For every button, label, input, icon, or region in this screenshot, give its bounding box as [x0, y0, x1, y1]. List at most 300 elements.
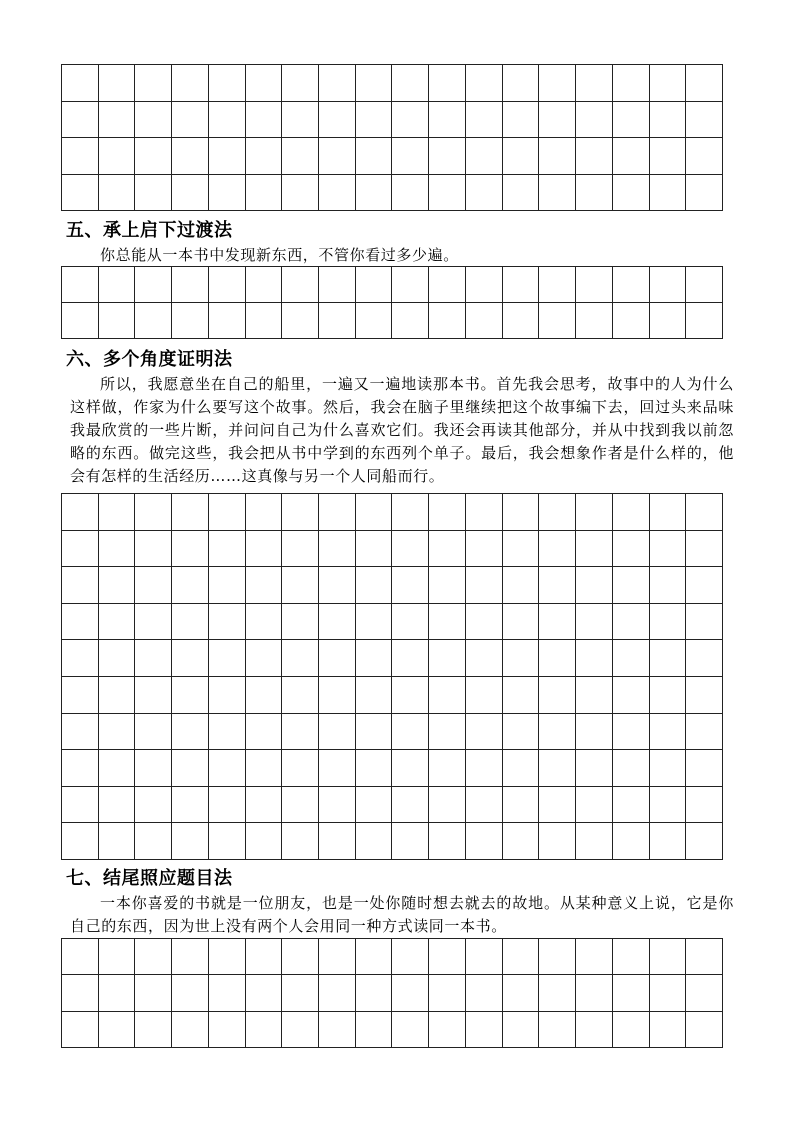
grid-cell: [172, 640, 209, 677]
grid-cell: [172, 750, 209, 787]
grid-cell: [135, 267, 172, 303]
grid-cell: [246, 494, 283, 531]
grid-cell: [62, 65, 99, 102]
grid-cell: [613, 750, 650, 787]
grid-cell: [539, 138, 576, 175]
grid-cell: [613, 102, 650, 139]
grid-cell: [650, 640, 687, 677]
grid-cell: [466, 175, 503, 212]
grid-cell: [466, 267, 503, 303]
grid-cell: [62, 750, 99, 787]
grid-cell: [503, 138, 540, 175]
grid-cell: [62, 102, 99, 139]
grid-cell: [539, 939, 576, 975]
grid-cell: [62, 138, 99, 175]
grid-cell: [99, 494, 136, 531]
grid-cell: [282, 175, 319, 212]
grid-cell: [429, 175, 466, 212]
grid-cell: [319, 138, 356, 175]
grid-cell: [356, 303, 393, 339]
grid-cell: [62, 677, 99, 714]
grid-cell: [576, 175, 613, 212]
grid-cell: [576, 531, 613, 568]
grid-cell: [99, 939, 136, 975]
grid-cell: [172, 975, 209, 1011]
grid-cell: [62, 175, 99, 212]
grid-cell: [686, 138, 723, 175]
section-text-5: 你总能从一本书中发现新东西，不管你看过多少遍。: [100, 246, 459, 264]
grid-cell: [392, 823, 429, 860]
grid-cell: [392, 640, 429, 677]
writing-grid-1: [61, 64, 723, 211]
grid-cell: [135, 65, 172, 102]
grid-cell: [466, 531, 503, 568]
grid-cell: [135, 494, 172, 531]
grid-cell: [99, 714, 136, 751]
grid-cell: [319, 640, 356, 677]
grid-cell: [62, 567, 99, 604]
grid-cell: [282, 102, 319, 139]
grid-cell: [99, 1012, 136, 1048]
grid-cell: [99, 750, 136, 787]
grid-cell: [650, 939, 687, 975]
grid-cell: [429, 787, 466, 824]
grid-cell: [466, 604, 503, 641]
grid-cell: [466, 823, 503, 860]
grid-cell: [62, 494, 99, 531]
grid-cell: [429, 494, 466, 531]
grid-cell: [319, 531, 356, 568]
grid-cell: [246, 102, 283, 139]
grid-cell: [319, 494, 356, 531]
grid-cell: [539, 604, 576, 641]
grid-cell: [135, 975, 172, 1011]
grid-cell: [356, 65, 393, 102]
grid-cell: [246, 267, 283, 303]
grid-cell: [613, 175, 650, 212]
grid-cell: [282, 975, 319, 1011]
grid-cell: [539, 1012, 576, 1048]
grid-cell: [99, 138, 136, 175]
grid-cell: [99, 175, 136, 212]
grid-cell: [539, 714, 576, 751]
grid-cell: [356, 975, 393, 1011]
grid-cell: [246, 975, 283, 1011]
grid-cell: [466, 102, 503, 139]
grid-cell: [392, 175, 429, 212]
grid-cell: [392, 975, 429, 1011]
grid-cell: [392, 939, 429, 975]
grid-cell: [62, 1012, 99, 1048]
grid-cell: [209, 640, 246, 677]
grid-cell: [246, 640, 283, 677]
grid-cell: [429, 677, 466, 714]
grid-cell: [62, 640, 99, 677]
grid-cell: [392, 494, 429, 531]
grid-cell: [576, 65, 613, 102]
grid-cell: [429, 567, 466, 604]
grid-cell: [356, 677, 393, 714]
grid-cell: [356, 640, 393, 677]
grid-cell: [613, 1012, 650, 1048]
grid-cell: [319, 1012, 356, 1048]
grid-cell: [135, 604, 172, 641]
grid-cell: [650, 138, 687, 175]
grid-cell: [503, 975, 540, 1011]
grid-cell: [135, 175, 172, 212]
grid-cell: [503, 640, 540, 677]
grid-cell: [650, 531, 687, 568]
grid-cell: [392, 567, 429, 604]
grid-cell: [172, 303, 209, 339]
grid-cell: [319, 567, 356, 604]
grid-cell: [503, 102, 540, 139]
grid-cell: [539, 65, 576, 102]
grid-cell: [466, 975, 503, 1011]
grid-cell: [209, 1012, 246, 1048]
grid-cell: [576, 677, 613, 714]
grid-cell: [319, 750, 356, 787]
grid-cell: [539, 531, 576, 568]
grid-cell: [172, 494, 209, 531]
grid-cell: [686, 175, 723, 212]
grid-cell: [466, 65, 503, 102]
grid-cell: [282, 567, 319, 604]
grid-cell: [62, 531, 99, 568]
grid-cell: [429, 267, 466, 303]
grid-cell: [282, 138, 319, 175]
grid-cell: [172, 604, 209, 641]
grid-cell: [686, 531, 723, 568]
grid-cell: [209, 677, 246, 714]
grid-cell: [503, 175, 540, 212]
grid-cell: [99, 303, 136, 339]
grid-cell: [172, 567, 209, 604]
grid-cell: [466, 494, 503, 531]
grid-cell: [539, 975, 576, 1011]
grid-cell: [466, 1012, 503, 1048]
grid-cell: [319, 65, 356, 102]
grid-cell: [62, 975, 99, 1011]
grid-cell: [650, 604, 687, 641]
grid-cell: [686, 102, 723, 139]
grid-cell: [282, 640, 319, 677]
grid-cell: [466, 714, 503, 751]
grid-cell: [209, 494, 246, 531]
grid-cell: [392, 677, 429, 714]
grid-cell: [686, 714, 723, 751]
grid-cell: [392, 604, 429, 641]
grid-cell: [246, 787, 283, 824]
grid-cell: [246, 1012, 283, 1048]
grid-cell: [356, 175, 393, 212]
grid-cell: [356, 494, 393, 531]
grid-cell: [576, 267, 613, 303]
grid-cell: [650, 303, 687, 339]
grid-cell: [429, 750, 466, 787]
grid-cell: [466, 138, 503, 175]
grid-cell: [319, 267, 356, 303]
grid-cell: [503, 823, 540, 860]
grid-cell: [246, 604, 283, 641]
grid-cell: [135, 640, 172, 677]
grid-cell: [613, 65, 650, 102]
grid-cell: [319, 102, 356, 139]
grid-cell: [613, 567, 650, 604]
grid-cell: [135, 939, 172, 975]
grid-cell: [466, 939, 503, 975]
grid-cell: [209, 65, 246, 102]
grid-cell: [392, 714, 429, 751]
grid-cell: [429, 102, 466, 139]
grid-cell: [613, 714, 650, 751]
grid-cell: [539, 823, 576, 860]
grid-cell: [135, 138, 172, 175]
grid-cell: [466, 567, 503, 604]
grid-cell: [650, 750, 687, 787]
grid-cell: [99, 567, 136, 604]
grid-cell: [392, 138, 429, 175]
grid-cell: [576, 714, 613, 751]
grid-cell: [576, 640, 613, 677]
grid-cell: [62, 303, 99, 339]
grid-cell: [686, 267, 723, 303]
grid-cell: [246, 175, 283, 212]
grid-cell: [392, 65, 429, 102]
grid-cell: [282, 1012, 319, 1048]
grid-cell: [209, 975, 246, 1011]
grid-cell: [246, 303, 283, 339]
grid-cell: [503, 267, 540, 303]
grid-cell: [99, 975, 136, 1011]
grid-cell: [62, 939, 99, 975]
grid-cell: [539, 175, 576, 212]
grid-cell: [576, 102, 613, 139]
grid-cell: [172, 138, 209, 175]
section-heading-6: 六、多个角度证明法: [66, 349, 233, 370]
grid-cell: [429, 640, 466, 677]
grid-cell: [576, 303, 613, 339]
grid-cell: [282, 677, 319, 714]
grid-cell: [429, 65, 466, 102]
grid-cell: [99, 65, 136, 102]
grid-cell: [99, 640, 136, 677]
grid-cell: [686, 939, 723, 975]
grid-cell: [429, 604, 466, 641]
grid-cell: [209, 750, 246, 787]
grid-cell: [466, 750, 503, 787]
grid-cell: [576, 975, 613, 1011]
grid-cell: [135, 102, 172, 139]
grid-cell: [246, 531, 283, 568]
grid-cell: [392, 750, 429, 787]
grid-cell: [539, 267, 576, 303]
grid-cell: [99, 787, 136, 824]
grid-cell: [650, 787, 687, 824]
grid-cell: [686, 823, 723, 860]
grid-cell: [576, 138, 613, 175]
grid-cell: [686, 640, 723, 677]
grid-cell: [209, 175, 246, 212]
grid-cell: [539, 494, 576, 531]
grid-cell: [686, 303, 723, 339]
grid-cell: [650, 677, 687, 714]
grid-cell: [282, 531, 319, 568]
grid-cell: [282, 303, 319, 339]
grid-cell: [613, 604, 650, 641]
grid-cell: [429, 531, 466, 568]
grid-cell: [613, 939, 650, 975]
grid-cell: [356, 138, 393, 175]
grid-cell: [246, 677, 283, 714]
grid-cell: [466, 787, 503, 824]
grid-cell: [172, 1012, 209, 1048]
grid-cell: [613, 640, 650, 677]
grid-cell: [503, 1012, 540, 1048]
grid-cell: [99, 102, 136, 139]
grid-cell: [62, 714, 99, 751]
grid-cell: [319, 303, 356, 339]
grid-cell: [282, 750, 319, 787]
grid-cell: [429, 138, 466, 175]
grid-cell: [356, 531, 393, 568]
grid-cell: [99, 823, 136, 860]
grid-cell: [246, 823, 283, 860]
grid-cell: [172, 102, 209, 139]
grid-cell: [613, 267, 650, 303]
grid-cell: [356, 787, 393, 824]
grid-cell: [209, 531, 246, 568]
grid-cell: [650, 1012, 687, 1048]
grid-cell: [356, 567, 393, 604]
grid-cell: [282, 939, 319, 975]
section-heading-5: 五、承上启下过渡法: [66, 220, 233, 241]
grid-cell: [62, 604, 99, 641]
grid-cell: [356, 102, 393, 139]
grid-cell: [539, 640, 576, 677]
grid-cell: [613, 975, 650, 1011]
grid-cell: [503, 65, 540, 102]
grid-cell: [503, 714, 540, 751]
grid-cell: [282, 65, 319, 102]
grid-cell: [650, 494, 687, 531]
grid-cell: [686, 677, 723, 714]
grid-cell: [503, 677, 540, 714]
grid-cell: [392, 787, 429, 824]
grid-cell: [209, 567, 246, 604]
grid-cell: [172, 677, 209, 714]
grid-cell: [246, 567, 283, 604]
grid-cell: [503, 494, 540, 531]
grid-cell: [356, 939, 393, 975]
grid-cell: [135, 303, 172, 339]
grid-cell: [503, 604, 540, 641]
grid-cell: [686, 975, 723, 1011]
grid-cell: [246, 939, 283, 975]
grid-cell: [356, 750, 393, 787]
grid-cell: [503, 939, 540, 975]
grid-cell: [282, 267, 319, 303]
grid-cell: [539, 102, 576, 139]
grid-cell: [539, 750, 576, 787]
grid-cell: [319, 787, 356, 824]
grid-cell: [99, 531, 136, 568]
grid-cell: [650, 567, 687, 604]
grid-cell: [319, 975, 356, 1011]
grid-cell: [503, 750, 540, 787]
grid-cell: [539, 677, 576, 714]
grid-cell: [319, 714, 356, 751]
grid-cell: [172, 939, 209, 975]
writing-grid-2: [61, 266, 723, 339]
grid-cell: [246, 138, 283, 175]
grid-cell: [209, 102, 246, 139]
grid-cell: [282, 823, 319, 860]
grid-cell: [686, 65, 723, 102]
grid-cell: [613, 823, 650, 860]
grid-cell: [429, 714, 466, 751]
grid-cell: [539, 567, 576, 604]
grid-cell: [209, 138, 246, 175]
grid-cell: [135, 823, 172, 860]
grid-cell: [650, 267, 687, 303]
grid-cell: [650, 102, 687, 139]
grid-cell: [319, 677, 356, 714]
grid-cell: [209, 823, 246, 860]
grid-cell: [650, 175, 687, 212]
grid-cell: [356, 714, 393, 751]
grid-cell: [613, 494, 650, 531]
section-text-7: 一本你喜爱的书就是一位朋友，也是一处你随时想去就去的故地。从某种意义上说，它是你自己的东西，因为世上没有两个人会用同一种方式读同一本书。: [70, 894, 734, 935]
grid-cell: [319, 939, 356, 975]
grid-cell: [613, 787, 650, 824]
grid-cell: [282, 787, 319, 824]
grid-cell: [576, 939, 613, 975]
grid-cell: [503, 531, 540, 568]
grid-cell: [356, 823, 393, 860]
grid-cell: [135, 531, 172, 568]
grid-cell: [135, 1012, 172, 1048]
grid-cell: [650, 975, 687, 1011]
grid-cell: [466, 677, 503, 714]
grid-cell: [356, 604, 393, 641]
grid-cell: [392, 267, 429, 303]
grid-cell: [135, 567, 172, 604]
grid-cell: [392, 303, 429, 339]
grid-cell: [135, 787, 172, 824]
grid-cell: [319, 604, 356, 641]
grid-cell: [613, 138, 650, 175]
grid-cell: [392, 102, 429, 139]
grid-cell: [246, 750, 283, 787]
grid-cell: [135, 714, 172, 751]
grid-cell: [209, 939, 246, 975]
grid-cell: [246, 714, 283, 751]
grid-cell: [576, 787, 613, 824]
grid-cell: [503, 787, 540, 824]
grid-cell: [356, 1012, 393, 1048]
grid-cell: [246, 65, 283, 102]
section-text-6: 所以，我愿意坐在自己的船里，一遍又一遍地读那本书。首先我会思考，故事中的人为什么这样做，作家为什么要写这个故事。然后，我会在脑子里继续把这个故事编下去，回过头来品味我最欣赏的一些片断，并问问自己为什么喜欢它们。我还会再读其他部分，并从中找到我以前忽略的东西。做完这些，我会把从书中学到的东西列个单子。最后，我会想象作者是什么样的，他会有怎样的生活经历……这真像与另一个人同船而行。: [70, 375, 734, 485]
grid-cell: [576, 494, 613, 531]
grid-cell: [576, 567, 613, 604]
grid-cell: [429, 823, 466, 860]
grid-cell: [503, 567, 540, 604]
grid-cell: [282, 714, 319, 751]
grid-cell: [613, 677, 650, 714]
section-heading-7: 七、结尾照应题目法: [66, 868, 233, 889]
grid-cell: [209, 714, 246, 751]
